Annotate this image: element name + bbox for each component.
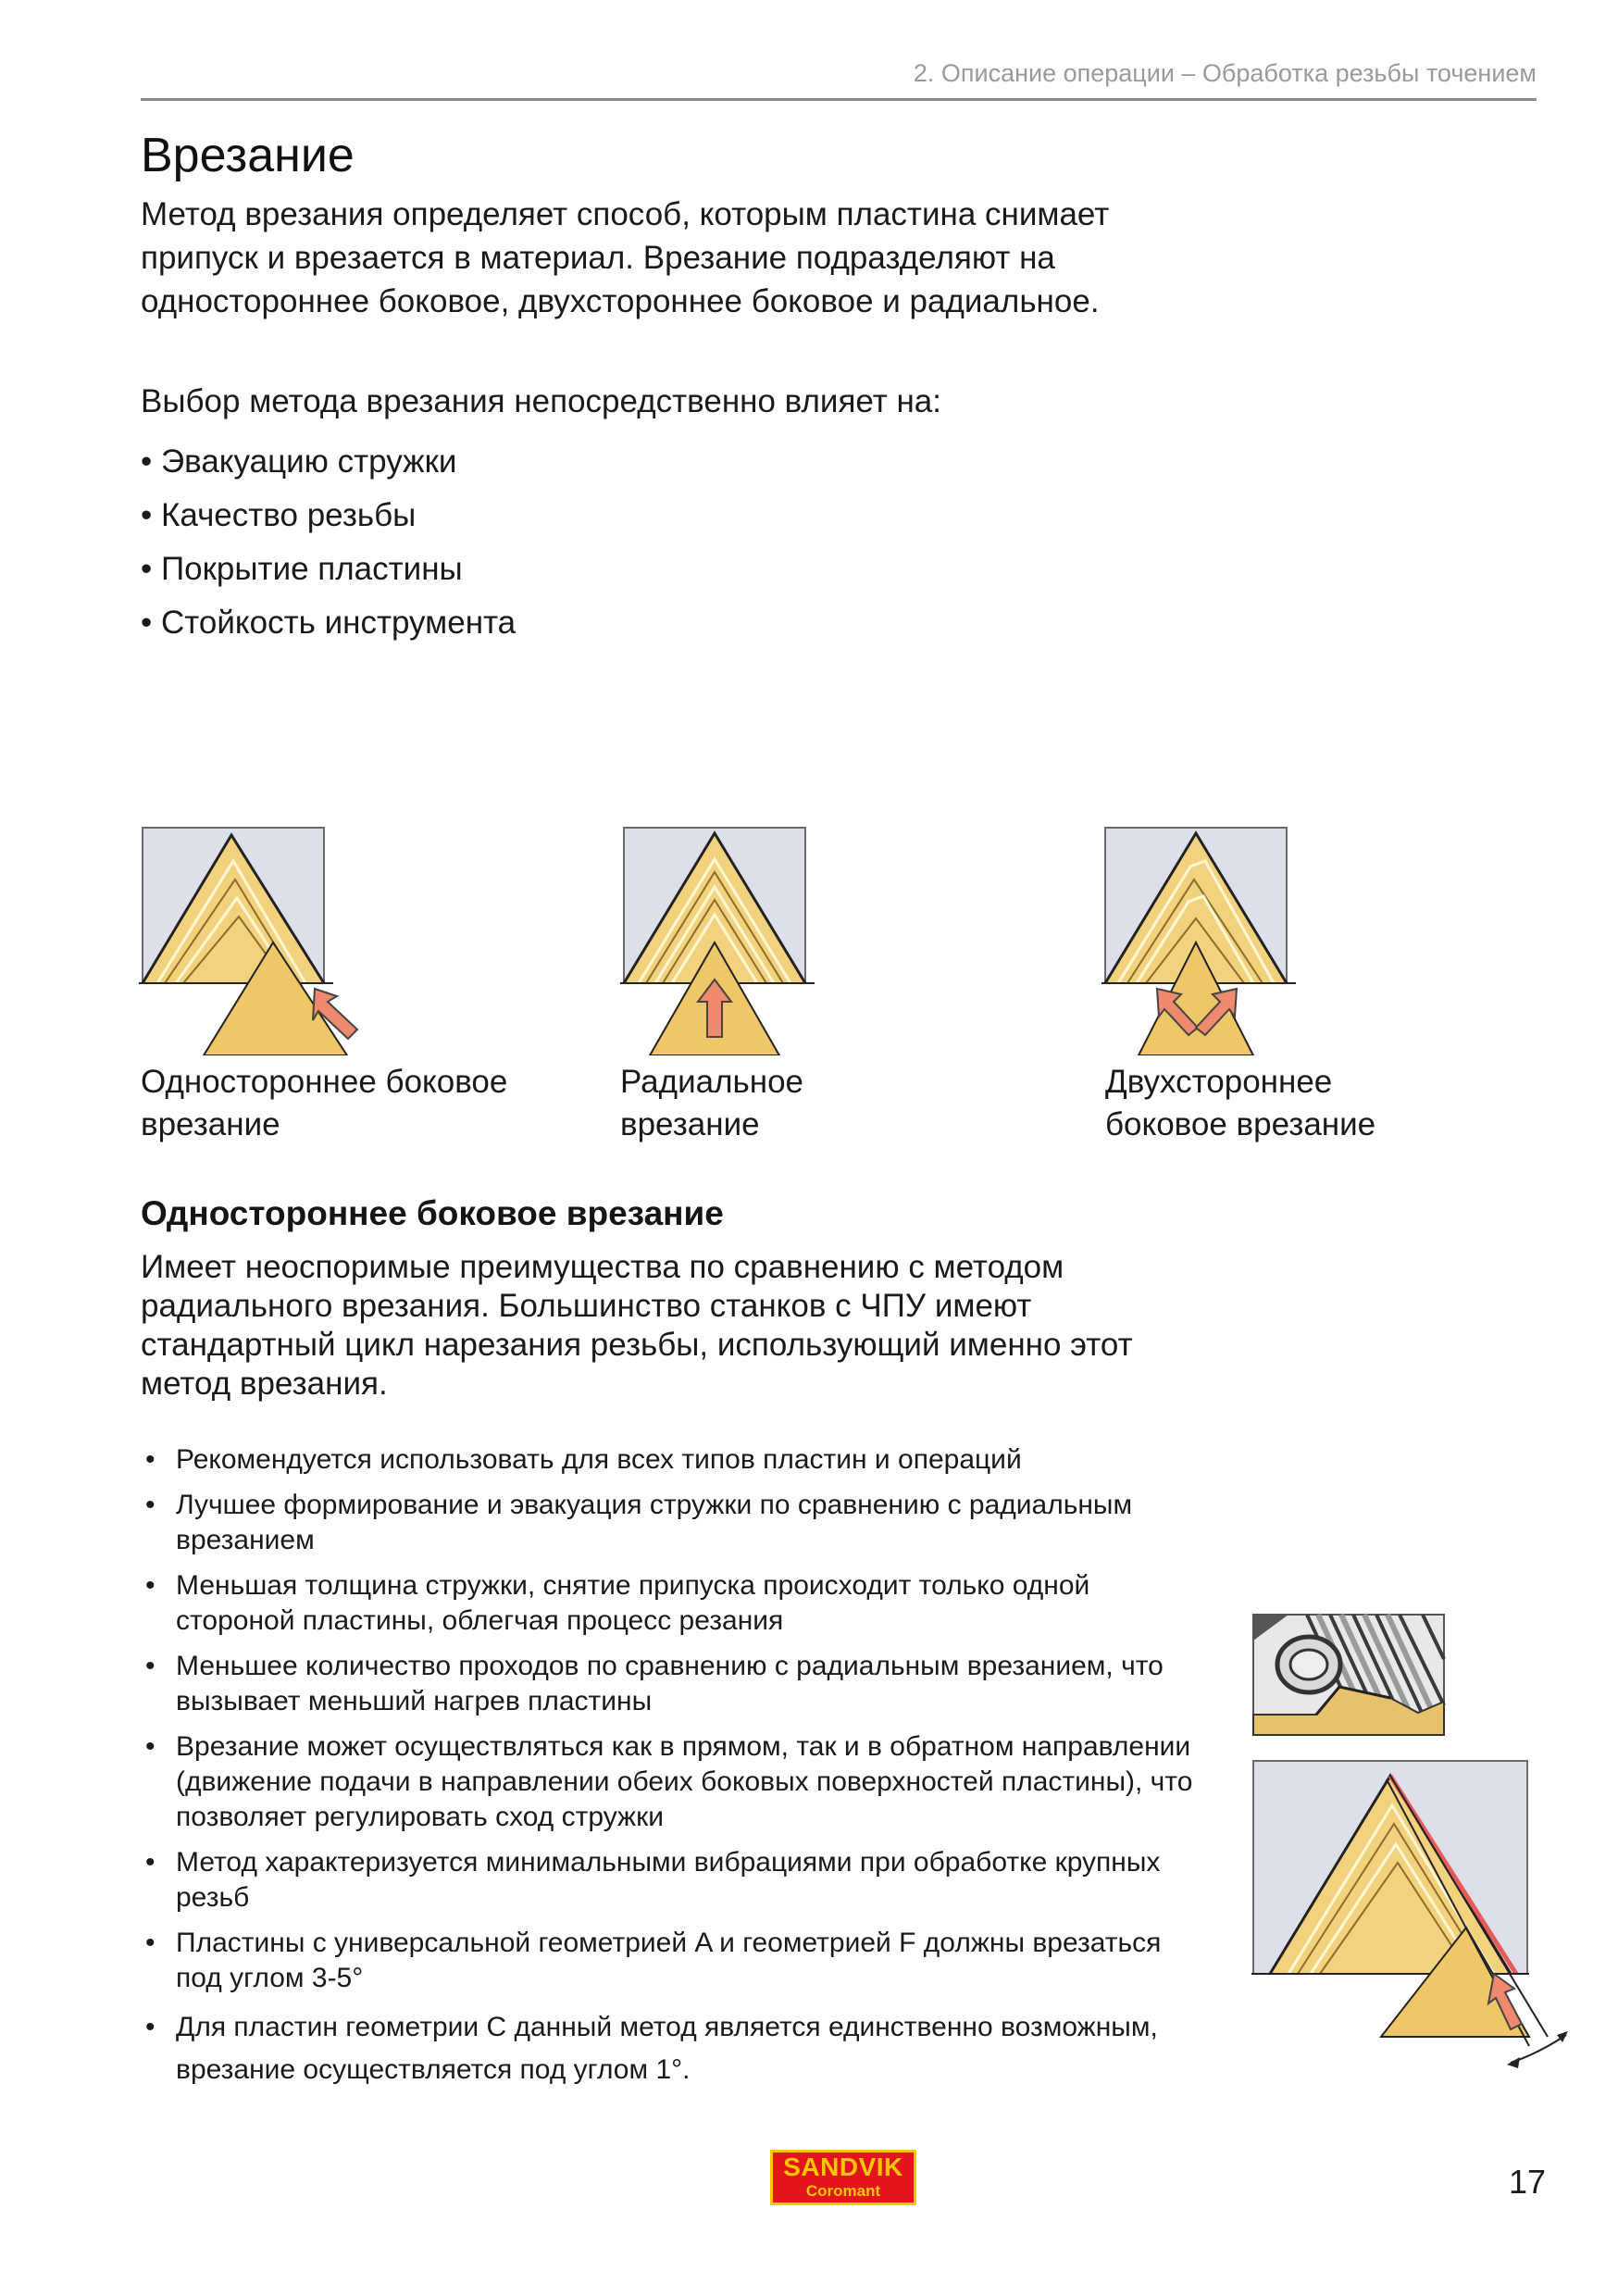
page-number: 17 <box>1509 2163 1547 2201</box>
advantage-item: • Рекомендуется использовать для всех типов пластин и операций <box>141 1442 1205 1478</box>
thread-turning-chip-illustration <box>1251 1613 1446 1737</box>
sandvik-coromant-logo <box>770 2150 916 2205</box>
advantages-list <box>141 1442 1205 2102</box>
advantage-item: • Лучшее формирование и эвакуация стружки по сравнению с радиальным врезанием <box>141 1488 1205 1558</box>
advantage-item: • Меньшая толщина стружки, снятие припуска происходит только одной стороной пластины, облегчая процесс резания <box>141 1568 1205 1639</box>
advantage-item: • Пластины с универсальной геометрией A и геометрией F должны врезаться под углом 3-5° <box>141 1926 1205 1996</box>
lead-paragraph: Метод врезания определяет способ, которым пластина снимает припуск и врезается в материал. Врезание подразделяют на одностороннее боковое, двухстороннее боковое и радиальное. <box>141 196 1110 319</box>
logo-subtitle: Coromant <box>805 2182 881 2200</box>
section-title: Одностороннее боковое врезание <box>141 1194 724 1232</box>
alternating-caption-line-2: боковое врезание <box>1105 1106 1376 1142</box>
alternating-infeed-caption <box>1105 1061 1375 1146</box>
advantage-item: • Для пластин геометрии С данный метод является единственно возможным, врезание осуществляется под углом 1°. <box>141 2006 1205 2091</box>
flank-caption-line-2: врезание <box>141 1106 280 1142</box>
radial-caption-line-1: Радиальное <box>620 1064 804 1100</box>
advantage-item: • Меньшее количество проходов по сравнению с радиальным врезанием, что вызывает меньший нагрев пластины <box>141 1649 1205 1719</box>
impact-item: • Покрытие пластины <box>141 543 516 596</box>
alternating-infeed-figure <box>1101 824 1296 1055</box>
flank-infeed-caption <box>141 1061 507 1146</box>
radial-infeed-caption <box>620 1061 803 1146</box>
flank-infeed-angle-figure <box>1251 1759 1575 2102</box>
header-rule <box>141 98 1537 101</box>
impact-item: • Стойкость инструмента <box>141 596 516 650</box>
section-paragraph: Имеет неоспоримые преимущества по сравнению с методом радиального врезания. Большинство станков с ЧПУ имеют стандартный цикл нарезания резьбы, использующий именно этот метод врезания. <box>141 1249 1133 1402</box>
logo-name: SANDVIK <box>783 2152 903 2181</box>
radial-caption-line-2: врезание <box>620 1106 760 1142</box>
flank-infeed-figure <box>139 824 380 1055</box>
impact-item: • Качество резьбы <box>141 489 516 543</box>
impact-list <box>141 435 516 650</box>
flank-caption-line-1: Одностороннее боковое <box>141 1064 508 1100</box>
alternating-caption-line-1: Двухстороннее <box>1105 1064 1333 1100</box>
advantage-item: • Метод характеризуется минимальными вибрациями при обработке крупных резьб <box>141 1845 1205 1915</box>
running-header: 2. Описание операции – Обработка резьбы точением <box>913 59 1537 87</box>
radial-infeed-figure <box>620 824 815 1055</box>
advantage-item: • Врезание может осуществляться как в прямом, так и в обратном направлении (движение подачи в направлении обеих боковых поверхностей пластины), что позволяет регулировать сход стружки <box>141 1729 1205 1835</box>
page-title: Врезание <box>141 129 355 182</box>
impact-item: • Эвакуацию стружки <box>141 435 516 489</box>
impact-heading: Выбор метода врезания непосредственно влияет на: <box>141 383 941 419</box>
